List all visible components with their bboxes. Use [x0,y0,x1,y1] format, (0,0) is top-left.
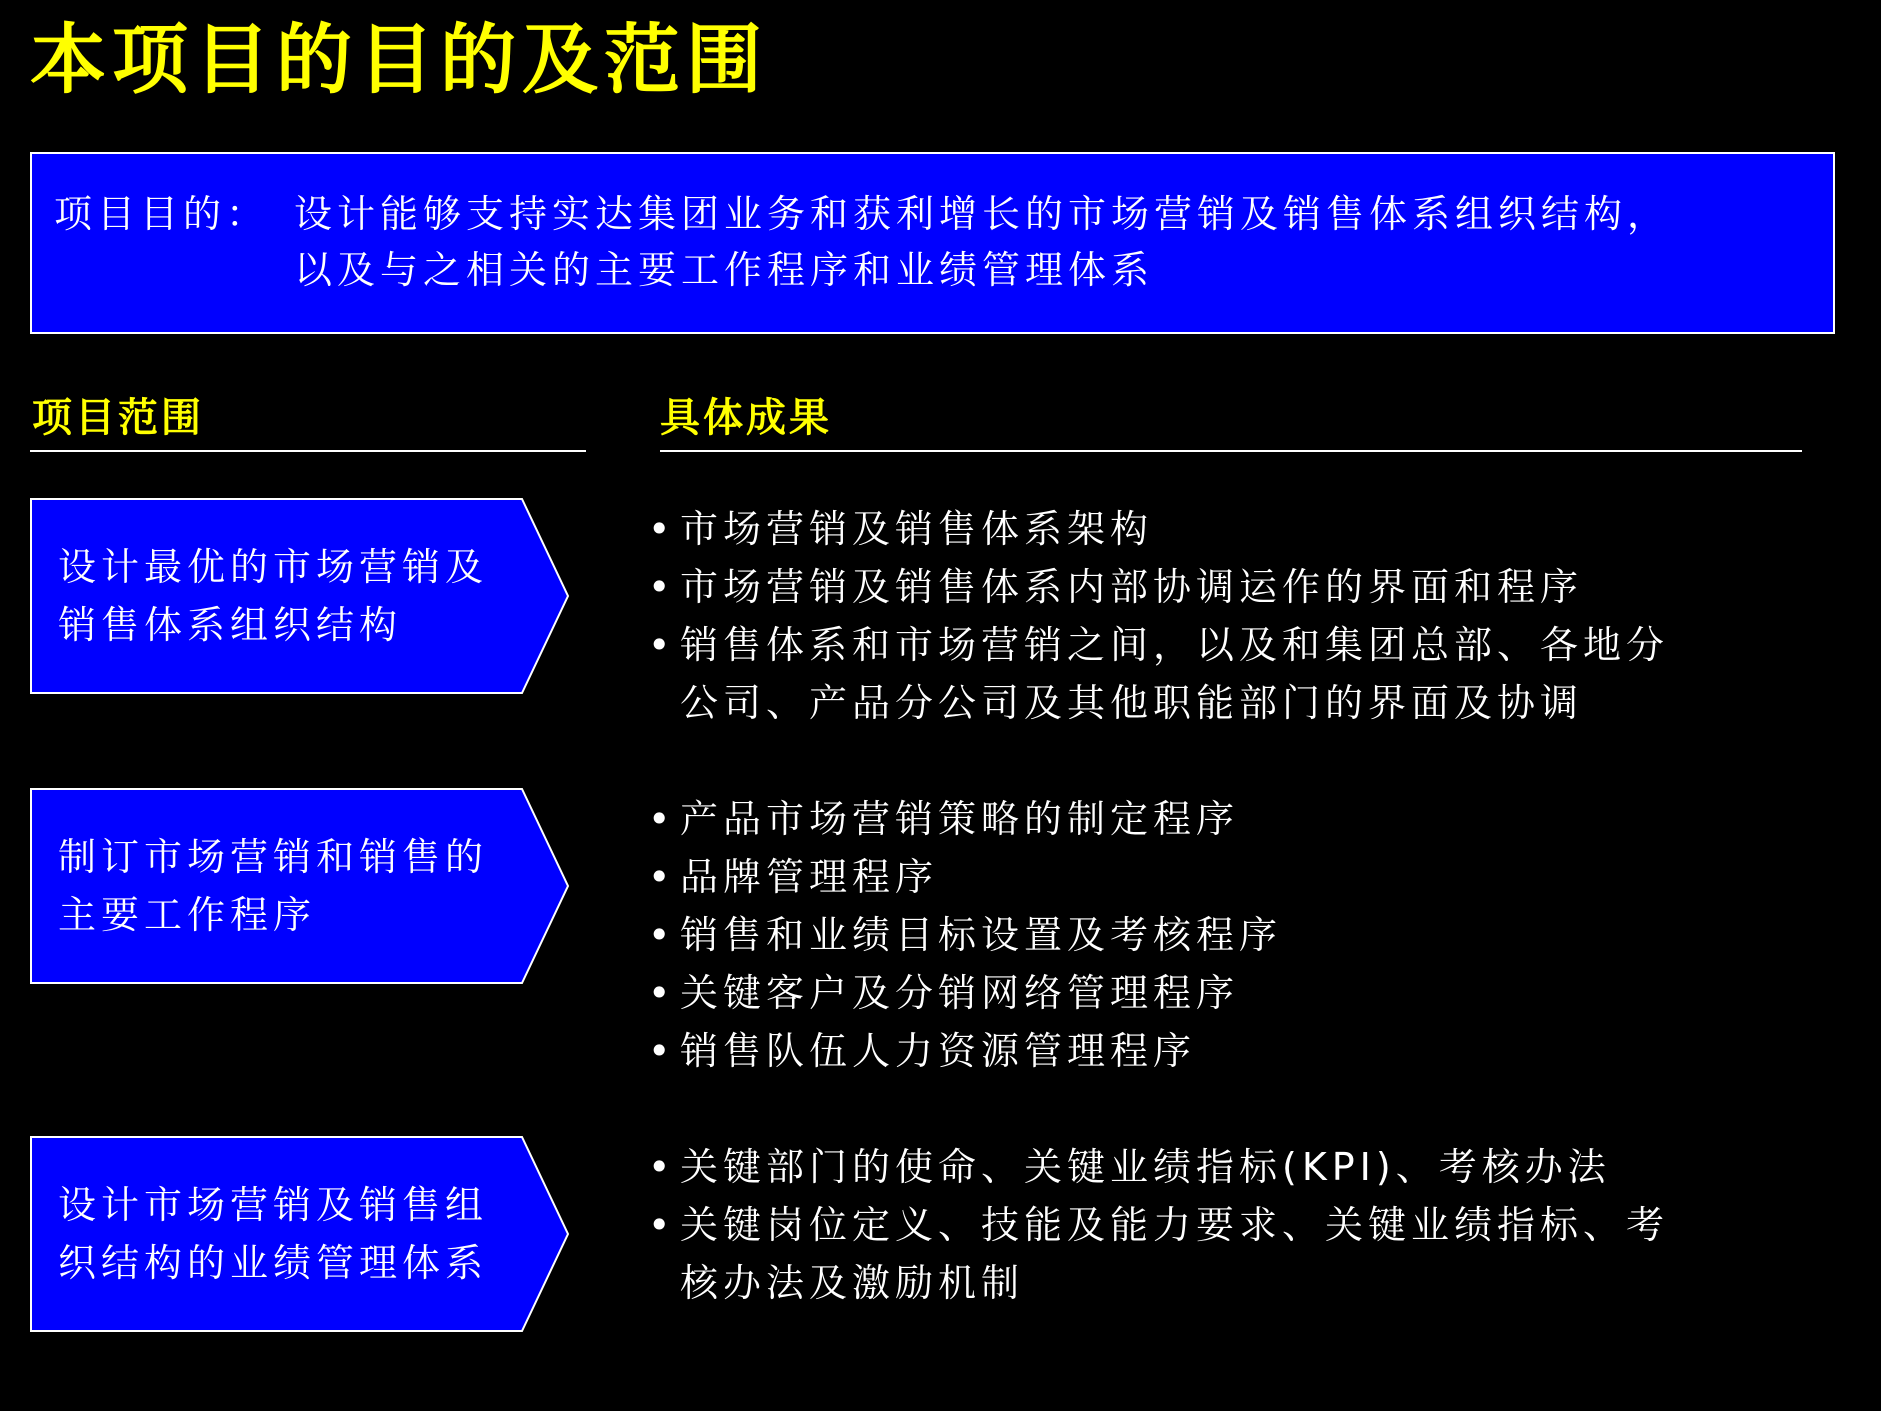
bullet-icon: • [648,1203,676,1247]
bullet-icon: • [648,971,676,1015]
bullet-text-continued: 公司、产品分公司及其他职能部门的界面及协调 [680,681,1584,725]
list-item [648,790,1830,848]
list-item [648,848,1830,906]
bullet-icon: • [648,913,676,957]
bullet-icon: • [648,565,676,609]
scope-header: 项目范围 [32,395,204,441]
objective-line-2: 以及与之相关的主要工作程序和业绩管理体系 [294,248,1155,292]
bullet-text: 销售和业绩目标设置及考核程序 [680,913,1283,957]
bullet-icon: • [648,1029,676,1073]
bullet-text: 销售队伍人力资源管理程序 [680,1029,1197,1073]
list-item [648,500,1830,558]
list-item [648,616,1830,732]
results-header-rule [660,450,1802,452]
bullet-icon: • [648,855,676,899]
list-item [648,558,1830,616]
bullet-text: 市场营销及销售体系架构 [680,507,1154,551]
scope-header-rule [30,450,586,452]
list-item [648,964,1830,1022]
objective-box [30,152,1835,334]
results-list-2 [648,790,1830,1080]
objective-line-1: 设计能够支持实达集团业务和获利增长的市场营销及销售体系组织结构， [294,192,1671,236]
bullet-text: 关键部门的使命、关键业绩指标(KPI)、考核办法 [680,1145,1611,1189]
scope-1-line-1: 设计最优的市场营销及 [58,545,489,589]
bullet-icon: • [648,797,676,841]
list-item [648,1196,1830,1312]
bullet-text: 市场营销及销售体系内部协调运作的界面和程序 [680,565,1584,609]
bullet-icon: • [648,1145,676,1189]
bullet-icon: • [648,623,676,667]
scope-text-3 [58,1176,578,1292]
scope-chevron-3 [30,1136,570,1332]
scope-chevron-1 [30,498,570,694]
bullet-text: 关键客户及分销网络管理程序 [680,971,1240,1015]
scope-2-line-1: 制订市场营销和销售的 [58,835,489,879]
slide-title: 本项目的目的及范围 [30,15,768,104]
bullet-text: 关键岗位定义、技能及能力要求、关键业绩指标、考 [680,1203,1670,1247]
scope-2-line-2: 主要工作程序 [58,893,317,937]
list-item [648,1138,1830,1196]
results-list-1 [648,500,1830,732]
objective-label: 项目目的： [54,192,270,236]
scope-3-line-1: 设计市场营销及销售组 [58,1183,489,1227]
bullet-icon: • [648,507,676,551]
scope-3-line-2: 织结构的业绩管理体系 [58,1241,489,1285]
scope-1-line-2: 销售体系组织结构 [58,603,403,647]
bullet-text: 品牌管理程序 [680,855,939,899]
results-header: 具体成果 [660,395,832,441]
bullet-text: 产品市场营销策略的制定程序 [680,797,1240,841]
scope-text-1 [58,538,578,654]
objective-text [294,186,1824,298]
list-item [648,1022,1830,1080]
bullet-text-continued: 核办法及激励机制 [680,1261,1025,1305]
results-list-3 [648,1138,1830,1312]
bullet-text: 销售体系和市场营销之间，以及和集团总部、各地分 [680,623,1670,667]
scope-text-2 [58,828,578,944]
list-item [648,906,1830,964]
scope-chevron-2 [30,788,570,984]
